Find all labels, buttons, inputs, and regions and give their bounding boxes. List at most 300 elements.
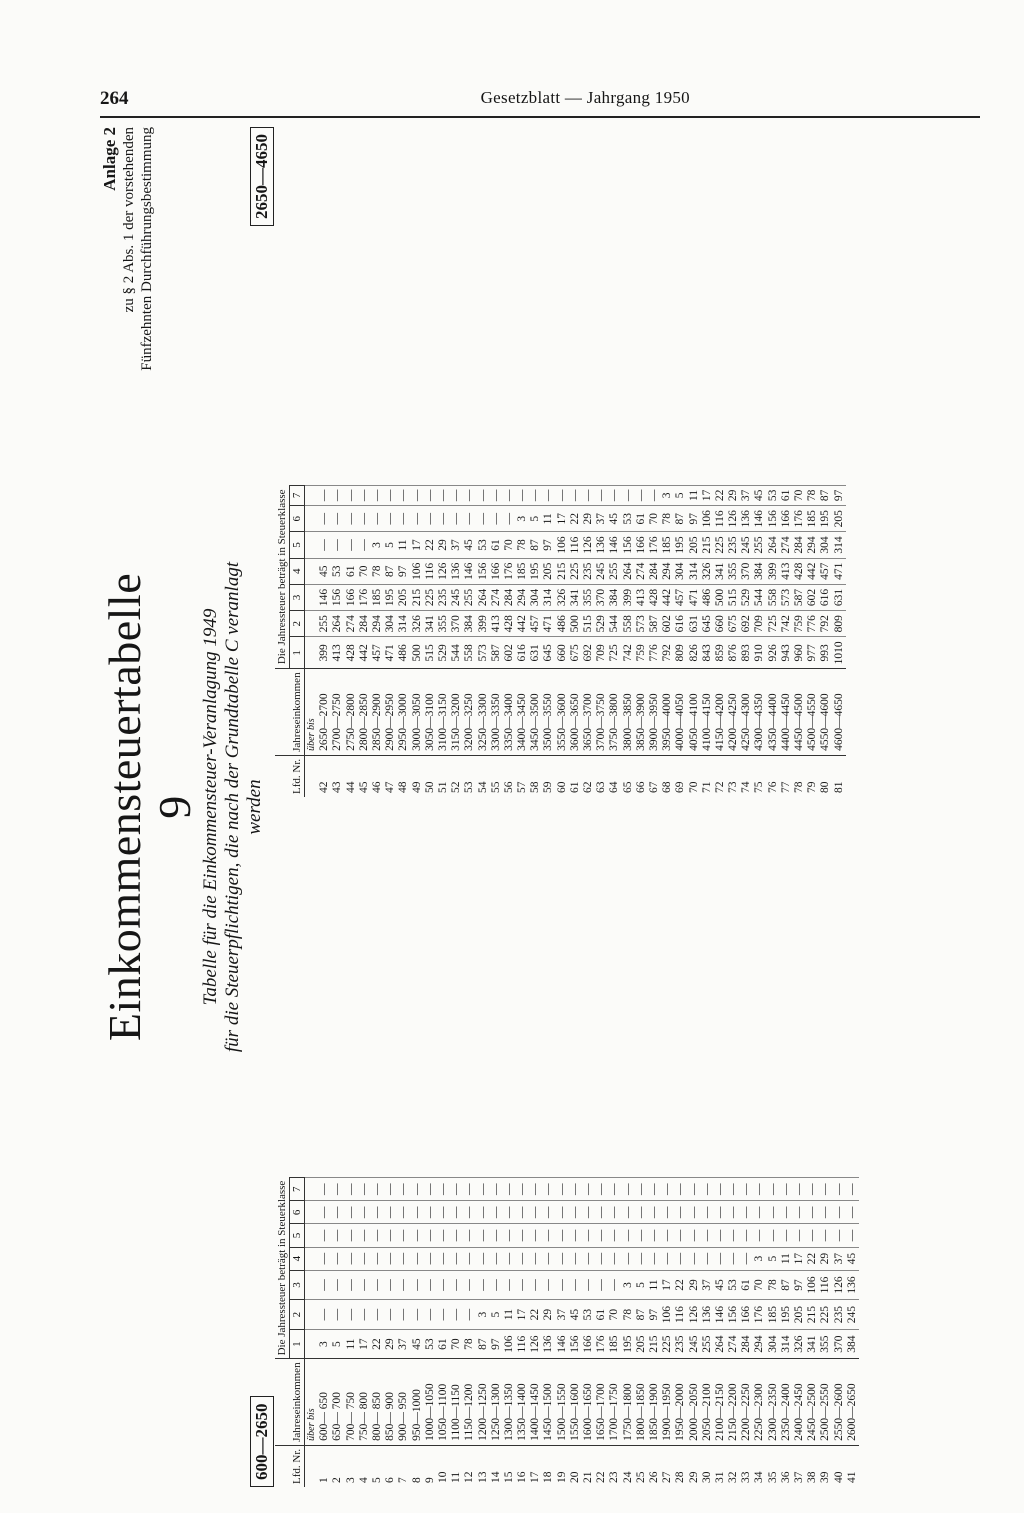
table-row — [371, 485, 384, 797]
tax-value: 22 — [529, 1300, 542, 1330]
annex-label: Anlage 2 — [100, 127, 119, 191]
table-row — [582, 1178, 595, 1487]
tax-value: — — [542, 485, 555, 506]
tax-value: 355 — [819, 1329, 832, 1359]
tax-value: — — [331, 1247, 344, 1270]
tax-value: 355 — [582, 584, 595, 610]
tax-value: — — [556, 485, 569, 506]
tax-value: 37 — [397, 1329, 410, 1359]
income-range: 2050—2100 — [701, 1359, 714, 1445]
tax-value: — — [358, 1247, 371, 1270]
tax-value: 859 — [714, 637, 727, 669]
tax-value: 442 — [661, 584, 674, 610]
tax-value: 53 — [424, 1329, 437, 1359]
tax-value: — — [529, 485, 542, 506]
income-range: 3650—3700 — [582, 669, 595, 755]
row-number: 35 — [767, 1445, 780, 1487]
tax-value: 87 — [529, 532, 542, 558]
tax-value: 61 — [740, 1270, 753, 1300]
tax-value: 126 — [727, 506, 740, 532]
right-tax-table — [275, 485, 846, 797]
row-number: 11 — [450, 1445, 463, 1487]
tax-value: 185 — [767, 1300, 780, 1330]
table-row — [397, 485, 410, 797]
tax-value: 442 — [516, 611, 529, 637]
tax-value: — — [437, 506, 450, 532]
table-row — [701, 485, 714, 797]
tax-value: — — [424, 1178, 437, 1201]
income-range: 1650—1700 — [595, 1359, 608, 1445]
tax-value: 284 — [648, 558, 661, 584]
tax-value: — — [437, 1224, 450, 1247]
tax-value: 235 — [833, 1300, 846, 1330]
tax-value: 166 — [635, 532, 648, 558]
annex-reference-2: Fünfzehnten Durchführungsbestimmung — [139, 127, 155, 371]
tax-value: — — [595, 1178, 608, 1201]
left-tax-table — [275, 1177, 859, 1487]
tax-value: 87 — [780, 1270, 793, 1300]
tax-value: 146 — [608, 532, 621, 558]
tax-value: 29 — [582, 506, 595, 532]
table-row — [450, 485, 463, 797]
income-range: 2450—2500 — [806, 1359, 819, 1445]
tax-value: — — [529, 1201, 542, 1224]
table-row — [833, 1178, 846, 1487]
cell-empty — [305, 584, 319, 610]
tax-value: 529 — [740, 584, 753, 610]
income-range: 4600—4650 — [833, 669, 846, 755]
tax-value: — — [622, 1247, 635, 1270]
tax-value: 457 — [371, 637, 384, 669]
cell-empty — [305, 506, 319, 532]
tax-value: 413 — [331, 637, 344, 669]
tax-value: — — [714, 1178, 727, 1201]
table-row — [556, 1178, 569, 1487]
tax-value: — — [753, 1224, 766, 1247]
tax-value: 602 — [661, 611, 674, 637]
tax-value: — — [345, 1201, 358, 1224]
tax-value: — — [424, 1270, 437, 1300]
tax-value: 341 — [714, 558, 727, 584]
row-number: 45 — [358, 755, 371, 797]
tax-value: — — [846, 1224, 859, 1247]
tax-value: 215 — [701, 532, 714, 558]
row-number: 74 — [740, 755, 753, 797]
tax-value: — — [819, 1224, 832, 1247]
tax-value: 264 — [622, 558, 635, 584]
row-number: 14 — [490, 1445, 503, 1487]
tax-value: — — [608, 1247, 621, 1270]
tax-value: — — [424, 485, 437, 506]
tax-value: 11 — [687, 485, 700, 506]
income-range: 3250—3300 — [476, 669, 489, 755]
table-row — [687, 485, 700, 797]
income-range: 2700—2750 — [331, 669, 344, 755]
tax-value: — — [648, 485, 661, 506]
tax-value: 631 — [833, 584, 846, 610]
tax-value: 215 — [806, 1300, 819, 1330]
tax-value: 776 — [648, 637, 661, 669]
tax-value: — — [569, 1178, 582, 1201]
income-over-until: über bis — [305, 1359, 319, 1445]
tax-value: 399 — [767, 558, 780, 584]
tax-value: 70 — [503, 532, 516, 558]
tax-value: 235 — [437, 584, 450, 610]
tax-value: — — [345, 485, 358, 506]
tax-value: 326 — [411, 611, 424, 637]
tax-value: 558 — [622, 611, 635, 637]
table-row — [358, 485, 371, 797]
row-number: 59 — [542, 755, 555, 797]
tax-value: 97 — [833, 485, 846, 506]
tax-value: — — [424, 1300, 437, 1330]
tax-value: — — [542, 1224, 555, 1247]
annex-reference-1: zu § 2 Abs. 1 der vorstehenden — [121, 127, 137, 313]
tax-value: — — [622, 485, 635, 506]
tax-value: 5 — [384, 532, 397, 558]
tax-value: — — [780, 1201, 793, 1224]
income-range: 3300—3350 — [490, 669, 503, 755]
tax-value: 792 — [819, 611, 832, 637]
tax-value: 5 — [490, 1300, 503, 1330]
tax-value: 195 — [384, 584, 397, 610]
tax-value: 776 — [806, 611, 819, 637]
tax-value: 826 — [687, 637, 700, 669]
table-row — [595, 485, 608, 797]
tax-value: 558 — [767, 584, 780, 610]
tax-value: 341 — [806, 1329, 819, 1359]
col-header-class: 2 — [290, 611, 305, 637]
tax-value: — — [318, 1300, 331, 1330]
tax-value: 166 — [490, 558, 503, 584]
tax-value: 205 — [397, 584, 410, 610]
col-header-lfd: Lfd. Nr. — [275, 755, 305, 797]
tax-value: 146 — [318, 584, 331, 610]
tax-value: — — [556, 1247, 569, 1270]
tax-value: 29 — [437, 532, 450, 558]
income-range: 2250—2300 — [753, 1359, 766, 1445]
income-range: 600— 650 — [318, 1359, 331, 1445]
income-range: 2600—2650 — [846, 1359, 859, 1445]
tax-value: 205 — [687, 532, 700, 558]
tax-value: — — [556, 1224, 569, 1247]
tax-value: — — [529, 1270, 542, 1300]
tax-value: 37 — [833, 1247, 846, 1270]
tax-value: — — [397, 485, 410, 506]
tax-value: — — [793, 1201, 806, 1224]
tax-value: — — [516, 485, 529, 506]
row-number: 40 — [833, 1445, 846, 1487]
tax-value: 225 — [424, 584, 437, 610]
tax-value: 5 — [767, 1247, 780, 1270]
tax-value: 11 — [345, 1329, 358, 1359]
tax-value: 97 — [542, 532, 555, 558]
table-row — [463, 1178, 476, 1487]
tax-value: — — [318, 532, 331, 558]
tax-value: 116 — [569, 532, 582, 558]
tax-value: — — [371, 1224, 384, 1247]
income-range: 3450—3500 — [529, 669, 542, 755]
tax-value: 792 — [661, 637, 674, 669]
tax-value: 314 — [397, 611, 410, 637]
tax-value: — — [674, 1224, 687, 1247]
income-range: 2800—2850 — [358, 669, 371, 755]
tax-value: 106 — [556, 532, 569, 558]
tax-value: — — [516, 1178, 529, 1201]
tax-value: 70 — [450, 1329, 463, 1359]
cell-empty — [305, 1445, 319, 1487]
tax-value: 926 — [767, 637, 780, 669]
row-number: 68 — [661, 755, 674, 797]
tax-value: 116 — [819, 1270, 832, 1300]
income-range: 3600—3650 — [569, 669, 582, 755]
tax-value: 17 — [411, 532, 424, 558]
tax-value: 22 — [714, 485, 727, 506]
table-row — [727, 485, 740, 797]
tax-value: — — [450, 1300, 463, 1330]
table-row — [397, 1178, 410, 1487]
tax-value: — — [371, 1300, 384, 1330]
tax-value: — — [490, 1270, 503, 1300]
tax-value: 97 — [490, 1329, 503, 1359]
col-header-class: 5 — [290, 532, 305, 558]
tax-value: 943 — [780, 637, 793, 669]
row-number: 57 — [516, 755, 529, 797]
cell-empty — [305, 1329, 319, 1359]
table-row — [503, 485, 516, 797]
col-header-class: 1 — [290, 1329, 305, 1359]
tax-value: — — [595, 1201, 608, 1224]
tax-value: — — [780, 1178, 793, 1201]
table-row — [727, 1178, 740, 1487]
tax-value: 709 — [753, 611, 766, 637]
tax-value: — — [463, 1270, 476, 1300]
col-header-class: 6 — [290, 506, 305, 532]
tax-value: — — [846, 1178, 859, 1201]
income-range: 2000—2050 — [687, 1359, 700, 1445]
tax-value: 61 — [490, 532, 503, 558]
tax-value: — — [358, 506, 371, 532]
tax-value: — — [503, 1224, 516, 1247]
tax-value: 45 — [846, 1247, 859, 1270]
tax-value: 166 — [582, 1329, 595, 1359]
cell-empty — [305, 637, 319, 669]
tax-value: 284 — [793, 532, 806, 558]
tax-value: 274 — [490, 584, 503, 610]
tax-value: — — [411, 1270, 424, 1300]
tax-value: — — [503, 485, 516, 506]
tax-value: 274 — [780, 532, 793, 558]
cell-empty — [305, 1270, 319, 1300]
tax-value: — — [767, 1201, 780, 1224]
table-row — [622, 485, 635, 797]
income-range: 3150—3200 — [450, 669, 463, 755]
row-number: 41 — [846, 1445, 859, 1487]
row-number: 1 — [318, 1445, 331, 1487]
tax-value: 45 — [608, 506, 621, 532]
row-number: 79 — [806, 755, 819, 797]
tax-value: 759 — [635, 637, 648, 669]
tax-value: 225 — [714, 532, 727, 558]
cell-empty — [305, 1178, 319, 1201]
income-range: 850— 900 — [384, 1359, 397, 1445]
income-range: 1200—1250 — [476, 1359, 489, 1445]
col-header-class: 4 — [290, 1247, 305, 1270]
tax-value: — — [476, 506, 489, 532]
tax-value: 166 — [345, 584, 358, 610]
tax-value: — — [635, 1178, 648, 1201]
col-header-class: 1 — [290, 637, 305, 669]
tax-value: 314 — [542, 584, 555, 610]
tax-value: 602 — [503, 637, 516, 669]
tax-value: — — [437, 1201, 450, 1224]
income-range: 3700—3750 — [595, 669, 608, 755]
tax-value: — — [582, 1270, 595, 1300]
tax-value: — — [753, 1201, 766, 1224]
income-range: 3350—3400 — [503, 669, 516, 755]
tax-value: 235 — [727, 532, 740, 558]
tax-value: 304 — [674, 558, 687, 584]
tax-value: 616 — [674, 611, 687, 637]
row-number: 46 — [371, 755, 384, 797]
tax-value: 675 — [569, 637, 582, 669]
tax-value: 3 — [318, 1329, 331, 1359]
tax-value: 116 — [714, 506, 727, 532]
tax-value: — — [345, 1300, 358, 1330]
tax-value: — — [595, 1247, 608, 1270]
col-header-class: 3 — [290, 1270, 305, 1300]
tax-value: 428 — [345, 637, 358, 669]
tax-value: 692 — [740, 611, 753, 637]
tax-value: — — [331, 1201, 344, 1224]
tax-value: — — [397, 1300, 410, 1330]
table-row — [345, 1178, 358, 1487]
tax-value: 692 — [582, 637, 595, 669]
tax-value: 106 — [701, 506, 714, 532]
tax-value: 304 — [384, 611, 397, 637]
tax-value: 87 — [674, 506, 687, 532]
tax-value: 176 — [753, 1300, 766, 1330]
tax-value: 413 — [635, 584, 648, 610]
tax-value: 22 — [371, 1329, 384, 1359]
tax-value: 515 — [727, 584, 740, 610]
table-row — [318, 485, 331, 797]
tax-value: 457 — [674, 584, 687, 610]
tax-value: 126 — [582, 532, 595, 558]
tax-value: 176 — [358, 584, 371, 610]
tax-value: 166 — [740, 1300, 753, 1330]
row-number: 72 — [714, 755, 727, 797]
tax-value: 225 — [569, 558, 582, 584]
tax-value: 5 — [635, 1270, 648, 1300]
tax-value: 97 — [687, 506, 700, 532]
income-range: 4050—4100 — [687, 669, 700, 755]
row-number: 42 — [318, 755, 331, 797]
tax-value: 126 — [437, 558, 450, 584]
tax-value: — — [331, 1224, 344, 1247]
tax-value: 97 — [397, 558, 410, 584]
tax-value: 264 — [476, 584, 489, 610]
table-row — [608, 1178, 621, 1487]
income-range: 1550—1600 — [569, 1359, 582, 1445]
tax-value: — — [450, 485, 463, 506]
tax-value: 136 — [701, 1300, 714, 1330]
tax-value: — — [635, 1247, 648, 1270]
tax-value: — — [648, 1201, 661, 1224]
tax-value: — — [503, 1201, 516, 1224]
tax-value: 136 — [846, 1270, 859, 1300]
row-number: 66 — [635, 755, 648, 797]
tax-value: 146 — [753, 506, 766, 532]
tax-value: — — [582, 1201, 595, 1224]
table-row — [371, 1178, 384, 1487]
tax-value: — — [450, 506, 463, 532]
cell-empty — [305, 611, 319, 637]
tax-value: 185 — [661, 532, 674, 558]
row-number: 36 — [780, 1445, 793, 1487]
table-row — [793, 1178, 806, 1487]
tax-value: 61 — [345, 558, 358, 584]
tax-value: — — [463, 485, 476, 506]
table-row — [819, 1178, 832, 1487]
income-range: 1350—1400 — [516, 1359, 529, 1445]
table-row — [542, 1178, 555, 1487]
tax-value: 341 — [424, 611, 437, 637]
tax-value: 587 — [793, 584, 806, 610]
row-number: 39 — [819, 1445, 832, 1487]
tax-value: 255 — [608, 558, 621, 584]
row-number: 5 — [371, 1445, 384, 1487]
page-number: 264 — [100, 88, 129, 109]
tax-value: — — [450, 1178, 463, 1201]
tax-value: 809 — [833, 611, 846, 637]
table-row — [753, 485, 766, 797]
table-row — [846, 1178, 859, 1487]
table-row — [437, 485, 450, 797]
table-row — [384, 1178, 397, 1487]
tax-value: — — [608, 1270, 621, 1300]
income-range: 950—1000 — [411, 1359, 424, 1445]
tax-value: — — [503, 1247, 516, 1270]
tax-value: — — [556, 1201, 569, 1224]
table-row — [331, 485, 344, 797]
tax-value: 11 — [397, 532, 410, 558]
tax-value: — — [661, 1224, 674, 1247]
tax-value: 17 — [793, 1247, 806, 1270]
income-range: 1100—1150 — [450, 1359, 463, 1445]
tax-value: — — [345, 1270, 358, 1300]
tax-value: 45 — [463, 532, 476, 558]
tax-value: 166 — [780, 506, 793, 532]
tax-value: — — [384, 1178, 397, 1201]
tax-value: 370 — [450, 611, 463, 637]
tax-value: 471 — [833, 558, 846, 584]
tax-value: 809 — [674, 637, 687, 669]
right-table-area — [275, 485, 925, 797]
tax-value: 314 — [833, 532, 846, 558]
income-range: 3000—3050 — [411, 669, 424, 755]
row-number: 48 — [397, 755, 410, 797]
table-row — [463, 485, 476, 797]
tax-value: — — [687, 1247, 700, 1270]
tax-value: 5 — [331, 1329, 344, 1359]
tax-value: 314 — [687, 558, 700, 584]
tax-value: 45 — [753, 485, 766, 506]
tax-value: 176 — [793, 506, 806, 532]
table-row — [753, 1178, 766, 1487]
col-header-class: 2 — [290, 1300, 305, 1330]
table-row — [437, 1178, 450, 1487]
